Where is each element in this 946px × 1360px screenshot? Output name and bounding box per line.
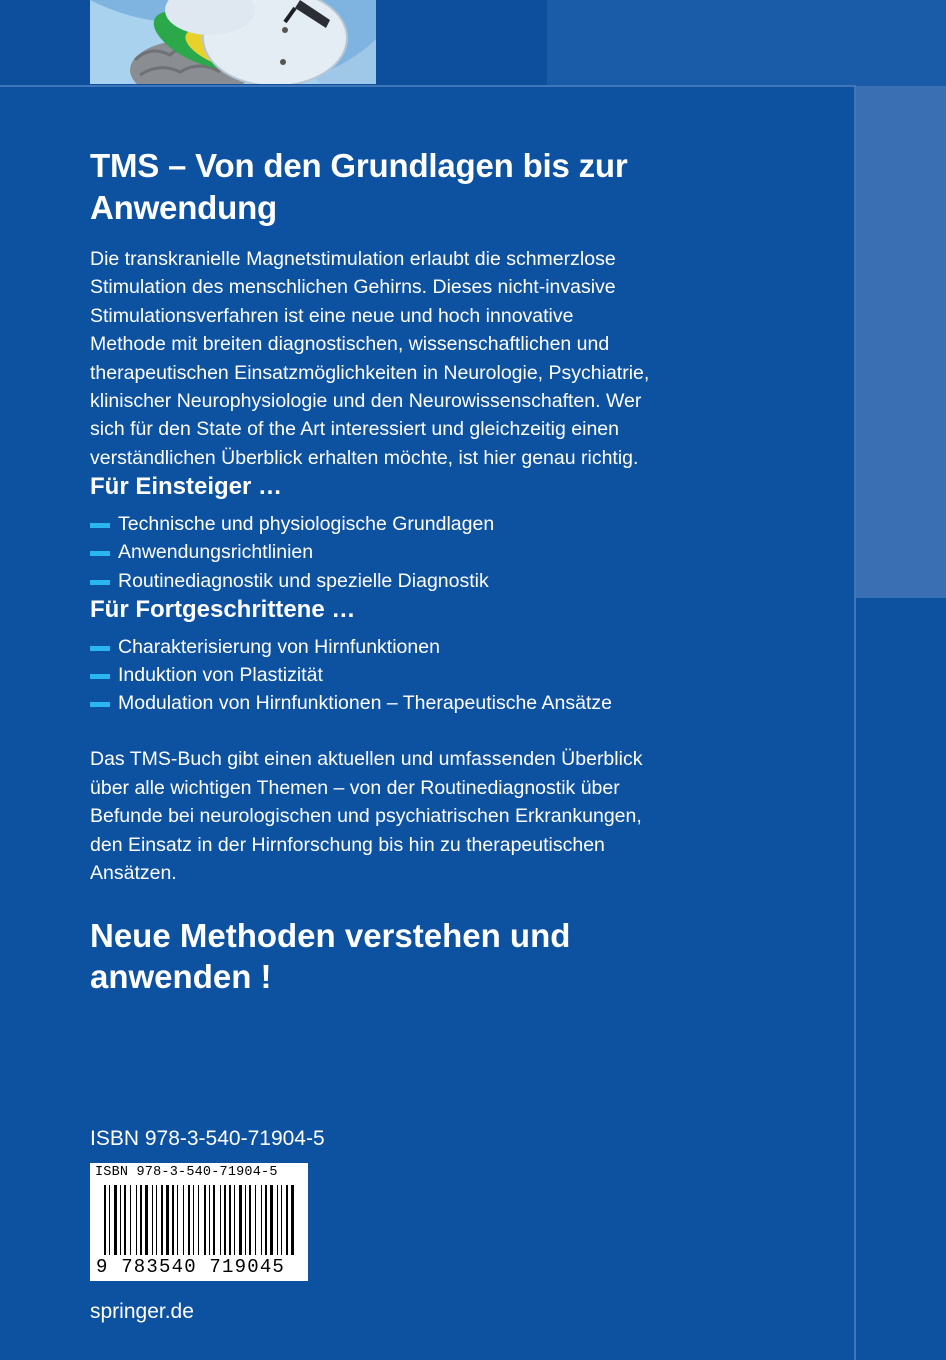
dash-bullet-icon [90, 674, 110, 679]
barcode-bar [104, 1185, 106, 1255]
barcode-bar [177, 1185, 178, 1255]
barcode-bar [277, 1185, 278, 1255]
barcode-bar [209, 1185, 210, 1255]
beginners-heading: Für Einsteiger … [90, 473, 283, 501]
dash-bullet-icon [90, 523, 110, 528]
list-item [90, 567, 650, 595]
barcode-bar [229, 1185, 231, 1255]
barcode-bar [239, 1185, 242, 1255]
barcode-bar [245, 1185, 246, 1255]
isbn-text: ISBN 978-3-540-71904-5 [90, 1127, 325, 1150]
barcode-bar [166, 1185, 169, 1255]
list-item [90, 689, 650, 717]
barcode-bar [136, 1185, 137, 1255]
barcode-bar [140, 1185, 142, 1255]
barcode-bar [265, 1185, 267, 1255]
list-item-text: Technische und physiologische Grundlagen [118, 513, 495, 536]
list-item [90, 633, 650, 661]
barcode-bar [234, 1185, 235, 1255]
barcode-bar [198, 1185, 199, 1255]
beginners-list [90, 510, 650, 595]
barcode-bar [114, 1185, 117, 1255]
barcode-bar [261, 1185, 262, 1255]
barcode-isbn-label: ISBN 978-3-540-71904-5 [95, 1165, 278, 1180]
list-item-text: Modulation von Hirnfunktionen – Therapeutische Ansätze [118, 692, 612, 715]
summary-paragraph: Das TMS-Buch gibt einen aktuellen und umfassenden Überblick über alle wichtigen Themen – von der Routinediagnostik über Befunde bei neurologischen und psychiatrischen Erkrankungen, den Einsatz in der Hirnforschung bis hin zu therapeutischen Ansätzen. [90, 748, 643, 885]
barcode-bar [120, 1185, 121, 1255]
top-right-panel [547, 0, 946, 86]
barcode-bar [109, 1185, 110, 1255]
back-cover-content [90, 145, 650, 997]
list-item [90, 538, 650, 566]
tms-brain-coil-image [90, 0, 376, 84]
list-item-text: Charakterisierung von Hirnfunktionen [118, 635, 440, 658]
barcode-bar [124, 1185, 126, 1255]
advanced-heading: Für Fortgeschrittene … [90, 595, 356, 623]
tagline: Neue Methoden verstehen und anwenden ! [90, 916, 571, 995]
barcode-bar [152, 1185, 153, 1255]
barcode-bar [224, 1185, 226, 1255]
advanced-list [90, 633, 650, 718]
barcode-bar [172, 1185, 174, 1255]
dash-bullet-icon [90, 580, 110, 585]
barcode-bar [204, 1185, 206, 1255]
barcode [90, 1163, 308, 1281]
dash-bullet-icon [90, 702, 110, 707]
barcode-bar [145, 1185, 148, 1255]
barcode-number: 9 783540 719045 [96, 1256, 286, 1278]
barcode-bar [255, 1185, 256, 1255]
list-item-text: Anwendungsrichtlinien [118, 541, 314, 564]
list-item-text: Routinediagnostik und spezielle Diagnostik [118, 569, 489, 592]
barcode-bar [183, 1185, 184, 1255]
right-side-panel [856, 86, 946, 598]
main-heading: TMS – Von den Grundlagen bis zur Anwendung [90, 147, 628, 226]
barcode-bar [281, 1185, 282, 1255]
intro-paragraph: Die transkranielle Magnetstimulation erlaubt die schmerzlose Stimulation des menschlichen Gehirns. Dieses nicht-invasive Stimulationsverfahren ist eine neue und hoch innovative Methode mit breiten diagnostischen, wissenschaftlichen und therapeutischen Einsatzmöglichkeiten in Neurologie, Psychiatrie, klinischer Neurophysiologie und den Neurowissenschaften. Wer sich für den State of the Art interessiert und gleichzeitig einen verständlichen Überblick erhalten möchte, ist hier genau richtig. [90, 248, 650, 469]
barcode-bar [220, 1185, 221, 1255]
barcode-bar [270, 1185, 273, 1255]
barcode-bar [249, 1185, 251, 1255]
barcode-bar [286, 1185, 288, 1255]
dash-bullet-icon [90, 551, 110, 556]
barcode-bar [291, 1185, 294, 1255]
list-item [90, 510, 650, 538]
barcode-bar [161, 1185, 163, 1255]
dash-bullet-icon [90, 646, 110, 651]
cover-image [90, 0, 376, 84]
barcode-bar [130, 1185, 131, 1255]
barcode-bar [188, 1185, 190, 1255]
barcode-bar [156, 1185, 157, 1255]
publisher-website: springer.de [90, 1300, 194, 1323]
barcode-bar [193, 1185, 194, 1255]
barcode-bar [213, 1185, 215, 1255]
list-item [90, 661, 650, 689]
list-item-text: Induktion von Plastizität [118, 664, 323, 687]
